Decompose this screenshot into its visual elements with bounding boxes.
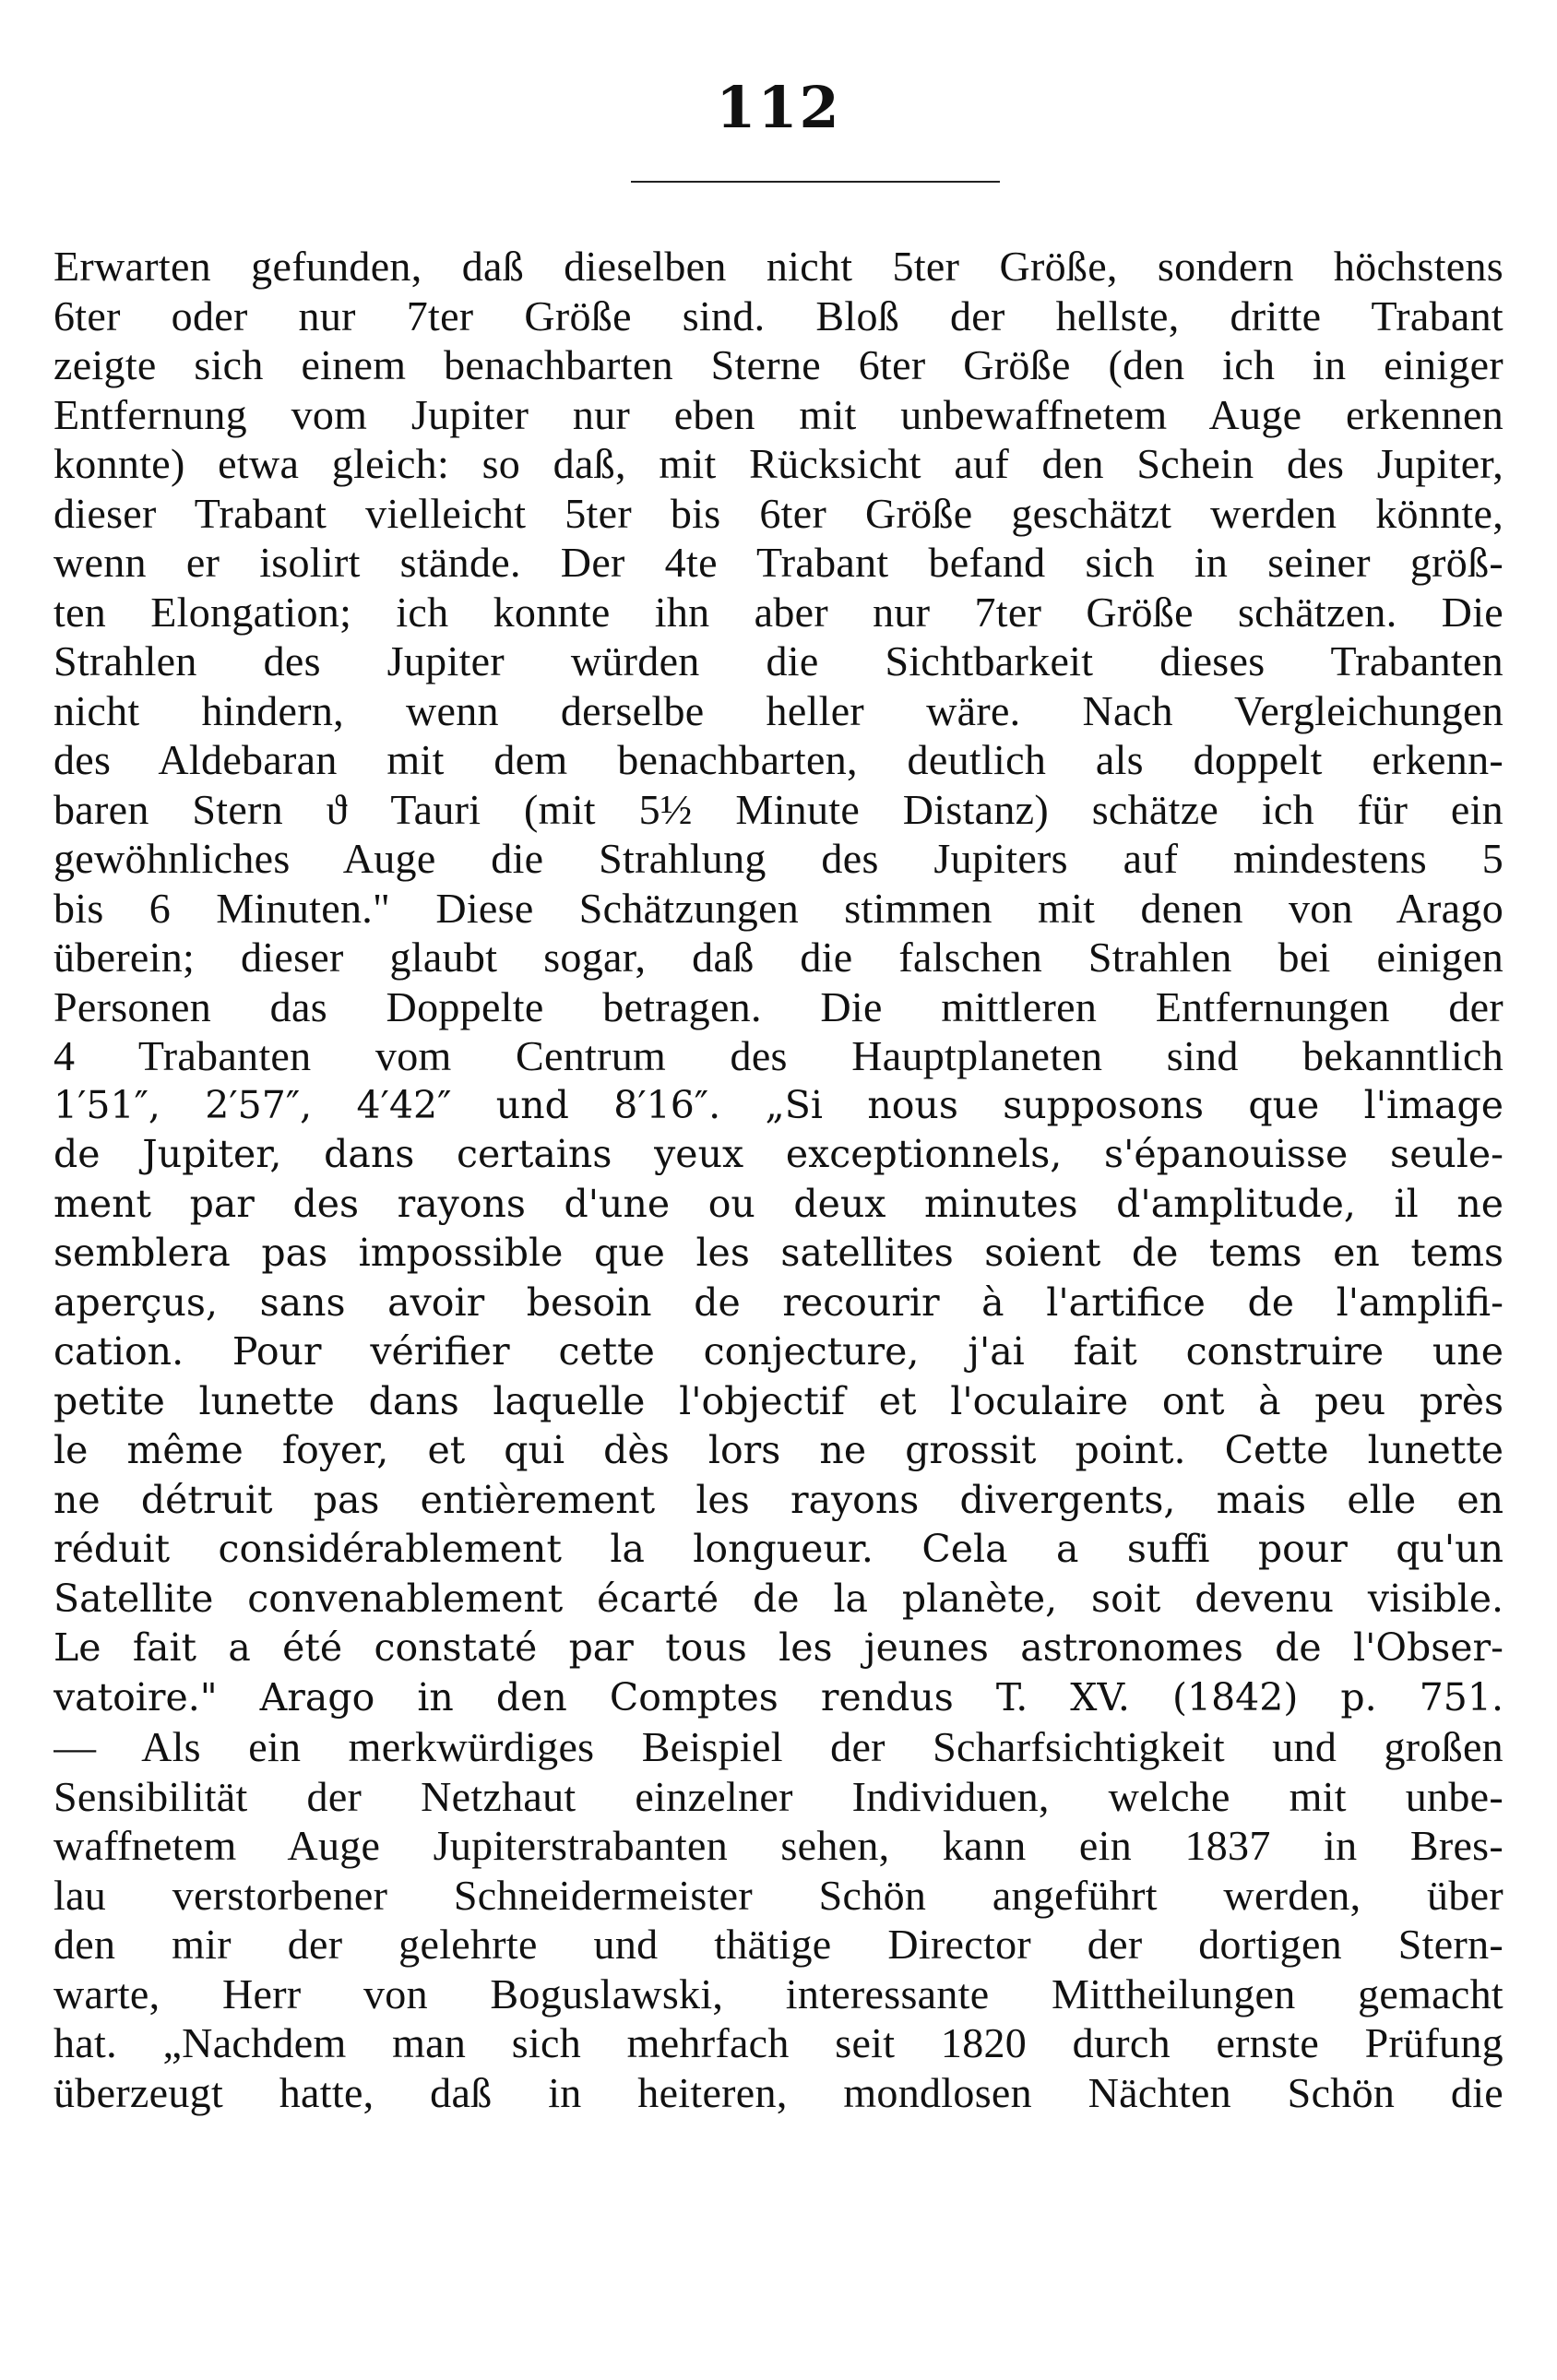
page-number: 112 (716, 74, 841, 141)
text-line-14: bis 6 Minuten." Diese Schätzungen stimmen mit denen von Arago (53, 884, 1504, 932)
text-line-15: überein; dieser glaubt sogar, daß die falschen Strahlen bei einigen (53, 934, 1504, 981)
text-line-19: de Jupiter, dans certains yeux exceptionnels, s'épanouisse seule- (53, 1132, 1504, 1176)
text-line-21: semblera pas impossible que les satellites soient de tems en tems (53, 1231, 1504, 1275)
text-line-34: lau verstorbener Schneidermeister Schön angeführt werden, über (53, 1871, 1504, 1919)
text-line-25: le même foyer, et qui dès lors ne grossit point. Cette lunette (53, 1428, 1504, 1472)
text-line-1: Erwarten gefunden, daß dieselben nicht 5ter Größe, sondern höchstens (53, 243, 1504, 290)
text-line-28: Satellite convenablement écarté de la planète, soit devenu visible. (53, 1576, 1504, 1621)
text-line-37: hat. „Nachdem man sich mehrfach seit 1820 durch ernste Prüfung (53, 2019, 1504, 2066)
header-rule (631, 181, 1000, 183)
text-line-16: Personen das Doppelte betragen. Die mittleren Entfernungen der (53, 982, 1504, 1030)
text-line-33: waffnetem Auge Jupiterstrabanten sehen, kann ein 1837 in Bres- (53, 1822, 1504, 1869)
text-line-17: 4 Trabanten vom Centrum des Hauptplaneten sind bekanntlich (53, 1032, 1504, 1079)
text-line-30: vatoire." Arago in den Comptes rendus T. XV. (1842) p. 751. (53, 1674, 1504, 1720)
text-line-29: Le fait a été constaté par tous les jeunes astronomes de l'Obser- (53, 1625, 1504, 1670)
text-line-12: baren Stern ϑ Tauri (mit 5½ Minute Distanz) schätze ich für ein (53, 785, 1504, 833)
text-line-20: ment par des rayons d'une ou deux minutes d'amplitude, il ne (53, 1181, 1504, 1226)
text-line-7: wenn er isolirt stände. Der 4te Trabant befand sich in seiner größ- (53, 539, 1504, 586)
text-line-10: nicht hindern, wenn derselbe heller wäre. Nach Vergleichungen (53, 686, 1504, 734)
text-line-13: gewöhnliches Auge die Strahlung des Jupiters auf mindestens 5 (53, 835, 1504, 882)
text-line-32: Sensibilität der Netzhaut einzelner Individuen, welche mit unbe- (53, 1772, 1504, 1820)
book-page (53, 0, 1504, 2380)
text-line-11: des Aldebaran mit dem benachbarten, deutlich als doppelt erkenn- (53, 736, 1504, 783)
text-line-3: zeigte sich einem benachbarten Sterne 6ter Größe (den ich in einiger (53, 341, 1504, 388)
text-line-4: Entfernung vom Jupiter nur eben mit unbewaffnetem Auge erkennen (53, 390, 1504, 438)
text-line-2: 6ter oder nur 7ter Größe sind. Bloß der hellste, dritte Trabant (53, 292, 1504, 339)
text-line-38: überzeugt hatte, daß in heiteren, mondlosen Nächten Schön die (53, 2068, 1504, 2116)
text-line-27: réduit considérablement la longueur. Cela a suffi pour qu'un (53, 1527, 1504, 1571)
text-line-35: den mir der gelehrte und thätige Director der dortigen Stern- (53, 1921, 1504, 1968)
text-line-24: petite lunette dans laquelle l'objectif et l'oculaire ont à peu près (53, 1378, 1504, 1423)
text-line-22: aperçus, sans avoir besoin de recourir à l'artifice de l'amplifi- (53, 1279, 1504, 1325)
text-line-31: — Als ein merkwürdiges Beispiel der Scharfsichtigkeit und großen (53, 1723, 1504, 1770)
text-line-26: ne détruit pas entièrement les rayons divergents, mais elle en (53, 1477, 1504, 1522)
body-text (53, 242, 1504, 2117)
text-line-36: warte, Herr von Boguslawski, interessante Mittheilungen gemacht (53, 1969, 1504, 2017)
text-line-23: cation. Pour vérifier cette conjecture, j'ai fait construire une (53, 1329, 1504, 1374)
text-line-6: dieser Trabant vielleicht 5ter bis 6ter Größe geschätzt werden könnte, (53, 489, 1504, 537)
text-line-18: 1′51″, 2′57″, 4′42″ und 8′16″. „Si nous supposons que l'image (53, 1082, 1504, 1127)
text-line-9: Strahlen des Jupiter würden die Sichtbarkeit dieses Trabanten (53, 637, 1504, 684)
text-line-8: ten Elongation; ich konnte ihn aber nur 7ter Größe schätzen. Die (53, 588, 1504, 636)
text-line-5: konnte) etwa gleich: so daß, mit Rücksicht auf den Schein des Jupiter, (53, 440, 1504, 487)
